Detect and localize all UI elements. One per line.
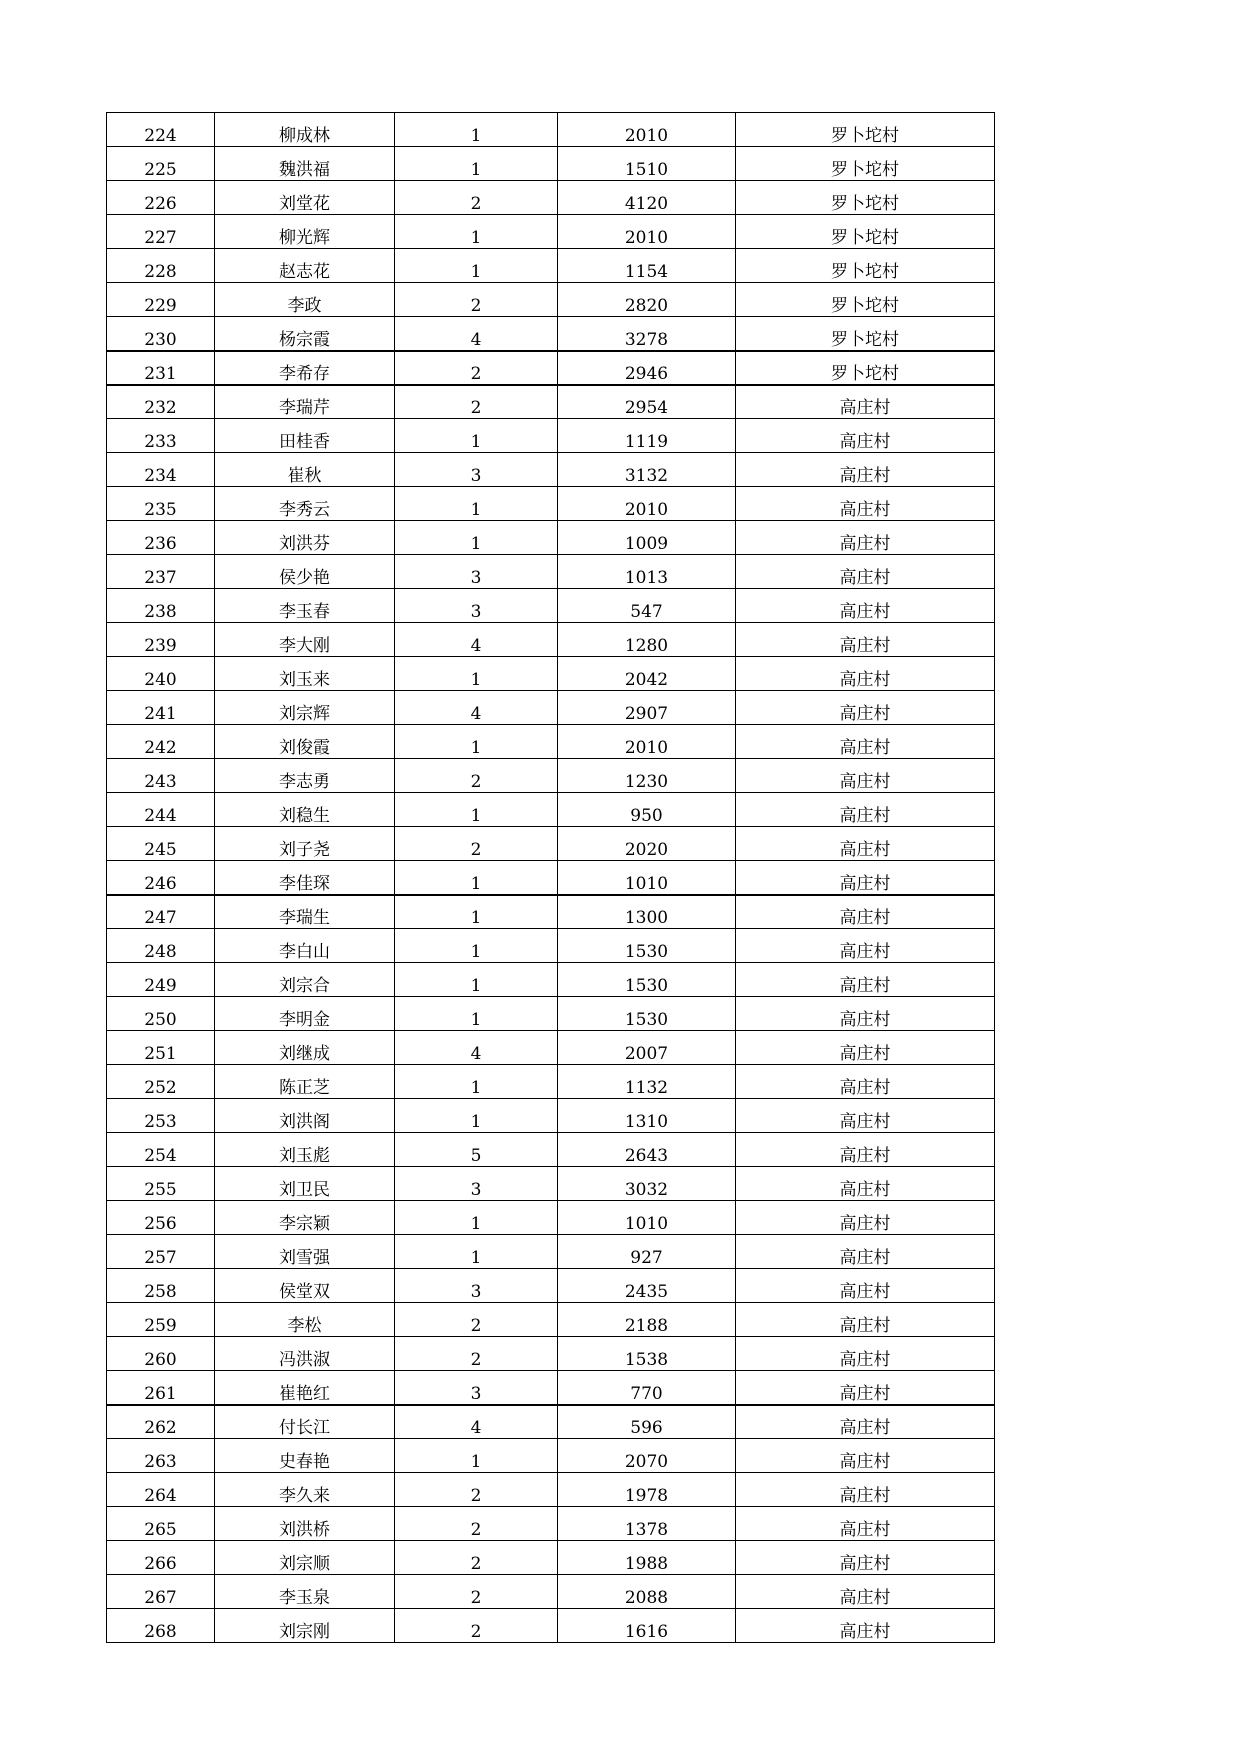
row-number-cell: 226 <box>107 181 215 215</box>
name-cell: 柳光辉 <box>215 215 395 249</box>
amount-cell: 770 <box>558 1371 736 1405</box>
name-cell: 崔秋 <box>215 453 395 487</box>
name-cell: 刘玉来 <box>215 657 395 691</box>
village-cell: 高庄村 <box>736 1031 995 1065</box>
village-cell: 高庄村 <box>736 1507 995 1541</box>
table-row <box>107 623 995 657</box>
row-number-cell: 243 <box>107 759 215 793</box>
amount-cell: 927 <box>558 1235 736 1269</box>
table-row <box>107 181 995 215</box>
amount-cell: 2435 <box>558 1269 736 1303</box>
table-row <box>107 725 995 759</box>
row-number-cell: 263 <box>107 1439 215 1473</box>
village-cell: 高庄村 <box>736 1575 995 1609</box>
count-cell: 1 <box>395 963 558 997</box>
row-number-cell: 246 <box>107 861 215 895</box>
village-cell: 高庄村 <box>736 589 995 623</box>
amount-cell: 1230 <box>558 759 736 793</box>
count-cell: 1 <box>395 657 558 691</box>
row-number-cell: 259 <box>107 1303 215 1337</box>
village-cell: 高庄村 <box>736 1541 995 1575</box>
row-number-cell: 249 <box>107 963 215 997</box>
row-number-cell: 227 <box>107 215 215 249</box>
table-row <box>107 1235 995 1269</box>
row-number-cell: 229 <box>107 283 215 317</box>
amount-cell: 1530 <box>558 963 736 997</box>
name-cell: 刘玉彪 <box>215 1133 395 1167</box>
count-cell: 2 <box>395 827 558 861</box>
name-cell: 刘稳生 <box>215 793 395 827</box>
amount-cell: 547 <box>558 589 736 623</box>
count-cell: 1 <box>395 113 558 147</box>
amount-cell: 1310 <box>558 1099 736 1133</box>
name-cell: 付长江 <box>215 1405 395 1439</box>
table-row <box>107 1133 995 1167</box>
table-row <box>107 657 995 691</box>
amount-cell: 1988 <box>558 1541 736 1575</box>
name-cell: 李希存 <box>215 351 395 385</box>
name-cell: 侯堂双 <box>215 1269 395 1303</box>
table-row <box>107 1575 995 1609</box>
table-row <box>107 1473 995 1507</box>
name-cell: 刘洪芬 <box>215 521 395 555</box>
table-row <box>107 1609 995 1643</box>
row-number-cell: 252 <box>107 1065 215 1099</box>
row-number-cell: 228 <box>107 249 215 283</box>
village-cell: 罗卜坨村 <box>736 351 995 385</box>
row-number-cell: 238 <box>107 589 215 623</box>
name-cell: 刘雪强 <box>215 1235 395 1269</box>
row-number-cell: 250 <box>107 997 215 1031</box>
count-cell: 1 <box>395 487 558 521</box>
table-row <box>107 1031 995 1065</box>
row-number-cell: 224 <box>107 113 215 147</box>
name-cell: 李玉泉 <box>215 1575 395 1609</box>
count-cell: 1 <box>395 1065 558 1099</box>
name-cell: 刘继成 <box>215 1031 395 1065</box>
count-cell: 1 <box>395 895 558 929</box>
table-body <box>107 113 995 1643</box>
count-cell: 1 <box>395 419 558 453</box>
village-cell: 高庄村 <box>736 657 995 691</box>
row-number-cell: 237 <box>107 555 215 589</box>
name-cell: 杨宗霞 <box>215 317 395 351</box>
count-cell: 1 <box>395 725 558 759</box>
amount-cell: 2070 <box>558 1439 736 1473</box>
name-cell: 田桂香 <box>215 419 395 453</box>
village-cell: 高庄村 <box>736 521 995 555</box>
amount-cell: 2643 <box>558 1133 736 1167</box>
count-cell: 1 <box>395 1099 558 1133</box>
amount-cell: 4120 <box>558 181 736 215</box>
village-cell: 高庄村 <box>736 1439 995 1473</box>
amount-cell: 1010 <box>558 1201 736 1235</box>
count-cell: 2 <box>395 1609 558 1643</box>
row-number-cell: 233 <box>107 419 215 453</box>
table-row <box>107 317 995 351</box>
amount-cell: 950 <box>558 793 736 827</box>
amount-cell: 2010 <box>558 725 736 759</box>
village-cell: 罗卜坨村 <box>736 215 995 249</box>
table-row <box>107 691 995 725</box>
row-number-cell: 236 <box>107 521 215 555</box>
row-number-cell: 245 <box>107 827 215 861</box>
name-cell: 史春艳 <box>215 1439 395 1473</box>
name-cell: 李瑞芹 <box>215 385 395 419</box>
village-cell: 高庄村 <box>736 453 995 487</box>
amount-cell: 1538 <box>558 1337 736 1371</box>
count-cell: 2 <box>395 1541 558 1575</box>
count-cell: 4 <box>395 1405 558 1439</box>
row-number-cell: 240 <box>107 657 215 691</box>
table-row <box>107 1201 995 1235</box>
table-row <box>107 759 995 793</box>
row-number-cell: 260 <box>107 1337 215 1371</box>
amount-cell: 2820 <box>558 283 736 317</box>
count-cell: 3 <box>395 1269 558 1303</box>
count-cell: 3 <box>395 1167 558 1201</box>
amount-cell: 2946 <box>558 351 736 385</box>
row-number-cell: 251 <box>107 1031 215 1065</box>
name-cell: 李瑞生 <box>215 895 395 929</box>
village-cell: 高庄村 <box>736 1371 995 1405</box>
row-number-cell: 257 <box>107 1235 215 1269</box>
row-number-cell: 266 <box>107 1541 215 1575</box>
amount-cell: 3278 <box>558 317 736 351</box>
name-cell: 刘宗辉 <box>215 691 395 725</box>
amount-cell: 2010 <box>558 215 736 249</box>
village-cell: 高庄村 <box>736 555 995 589</box>
amount-cell: 2088 <box>558 1575 736 1609</box>
amount-cell: 3132 <box>558 453 736 487</box>
row-number-cell: 234 <box>107 453 215 487</box>
amount-cell: 3032 <box>558 1167 736 1201</box>
amount-cell: 1154 <box>558 249 736 283</box>
name-cell: 魏洪福 <box>215 147 395 181</box>
count-cell: 1 <box>395 1201 558 1235</box>
amount-cell: 2042 <box>558 657 736 691</box>
village-cell: 高庄村 <box>736 1269 995 1303</box>
village-cell: 高庄村 <box>736 1609 995 1643</box>
village-cell: 罗卜坨村 <box>736 317 995 351</box>
village-cell: 高庄村 <box>736 827 995 861</box>
name-cell: 刘宗顺 <box>215 1541 395 1575</box>
table-row <box>107 215 995 249</box>
amount-cell: 2907 <box>558 691 736 725</box>
table-row <box>107 997 995 1031</box>
count-cell: 1 <box>395 249 558 283</box>
name-cell: 陈正芝 <box>215 1065 395 1099</box>
count-cell: 2 <box>395 1575 558 1609</box>
name-cell: 崔艳红 <box>215 1371 395 1405</box>
name-cell: 刘卫民 <box>215 1167 395 1201</box>
amount-cell: 2954 <box>558 385 736 419</box>
village-cell: 高庄村 <box>736 793 995 827</box>
name-cell: 李久来 <box>215 1473 395 1507</box>
table-row <box>107 249 995 283</box>
amount-cell: 2007 <box>558 1031 736 1065</box>
row-number-cell: 231 <box>107 351 215 385</box>
count-cell: 2 <box>395 385 558 419</box>
table-row <box>107 351 995 385</box>
table-row <box>107 1269 995 1303</box>
village-cell: 高庄村 <box>736 1405 995 1439</box>
table-row <box>107 1371 995 1405</box>
name-cell: 赵志花 <box>215 249 395 283</box>
village-cell: 高庄村 <box>736 691 995 725</box>
village-cell: 高庄村 <box>736 997 995 1031</box>
village-cell: 高庄村 <box>736 895 995 929</box>
village-cell: 高庄村 <box>736 725 995 759</box>
count-cell: 3 <box>395 453 558 487</box>
table-row <box>107 1405 995 1439</box>
row-number-cell: 230 <box>107 317 215 351</box>
village-cell: 高庄村 <box>736 1099 995 1133</box>
name-cell: 李大刚 <box>215 623 395 657</box>
name-cell: 冯洪淑 <box>215 1337 395 1371</box>
table-row <box>107 929 995 963</box>
name-cell: 刘宗合 <box>215 963 395 997</box>
count-cell: 1 <box>395 1439 558 1473</box>
village-cell: 罗卜坨村 <box>736 113 995 147</box>
village-cell: 高庄村 <box>736 1167 995 1201</box>
count-cell: 1 <box>395 521 558 555</box>
row-number-cell: 248 <box>107 929 215 963</box>
table-row <box>107 1337 995 1371</box>
count-cell: 1 <box>395 793 558 827</box>
count-cell: 4 <box>395 623 558 657</box>
row-number-cell: 239 <box>107 623 215 657</box>
row-number-cell: 241 <box>107 691 215 725</box>
table-row <box>107 1507 995 1541</box>
village-cell: 高庄村 <box>736 623 995 657</box>
amount-cell: 1530 <box>558 929 736 963</box>
amount-cell: 2010 <box>558 113 736 147</box>
amount-cell: 1300 <box>558 895 736 929</box>
name-cell: 李宗颖 <box>215 1201 395 1235</box>
count-cell: 3 <box>395 555 558 589</box>
village-cell: 高庄村 <box>736 1065 995 1099</box>
amount-cell: 2020 <box>558 827 736 861</box>
table-row <box>107 1099 995 1133</box>
name-cell: 李政 <box>215 283 395 317</box>
name-cell: 李佳琛 <box>215 861 395 895</box>
village-cell: 罗卜坨村 <box>736 181 995 215</box>
amount-cell: 1378 <box>558 1507 736 1541</box>
table-row <box>107 521 995 555</box>
count-cell: 1 <box>395 1235 558 1269</box>
row-number-cell: 265 <box>107 1507 215 1541</box>
amount-cell: 1119 <box>558 419 736 453</box>
row-number-cell: 256 <box>107 1201 215 1235</box>
amount-cell: 1010 <box>558 861 736 895</box>
village-cell: 罗卜坨村 <box>736 147 995 181</box>
count-cell: 2 <box>395 1337 558 1371</box>
name-cell: 李白山 <box>215 929 395 963</box>
village-cell: 高庄村 <box>736 929 995 963</box>
row-number-cell: 235 <box>107 487 215 521</box>
village-cell: 高庄村 <box>736 1133 995 1167</box>
name-cell: 刘堂花 <box>215 181 395 215</box>
table-row <box>107 895 995 929</box>
amount-cell: 1009 <box>558 521 736 555</box>
count-cell: 1 <box>395 147 558 181</box>
count-cell: 2 <box>395 181 558 215</box>
name-cell: 李志勇 <box>215 759 395 793</box>
name-cell: 李秀云 <box>215 487 395 521</box>
row-number-cell: 247 <box>107 895 215 929</box>
table-row <box>107 487 995 521</box>
table-row <box>107 1541 995 1575</box>
amount-cell: 1013 <box>558 555 736 589</box>
village-cell: 高庄村 <box>736 861 995 895</box>
amount-cell: 1280 <box>558 623 736 657</box>
row-number-cell: 262 <box>107 1405 215 1439</box>
count-cell: 3 <box>395 589 558 623</box>
table-row <box>107 1303 995 1337</box>
count-cell: 5 <box>395 1133 558 1167</box>
row-number-cell: 261 <box>107 1371 215 1405</box>
amount-cell: 1530 <box>558 997 736 1031</box>
village-cell: 高庄村 <box>736 1303 995 1337</box>
amount-cell: 2188 <box>558 1303 736 1337</box>
table-row <box>107 419 995 453</box>
count-cell: 2 <box>395 351 558 385</box>
data-table <box>106 112 995 1643</box>
table-row <box>107 861 995 895</box>
row-number-cell: 225 <box>107 147 215 181</box>
name-cell: 刘子尧 <box>215 827 395 861</box>
row-number-cell: 267 <box>107 1575 215 1609</box>
row-number-cell: 254 <box>107 1133 215 1167</box>
village-cell: 高庄村 <box>736 1337 995 1371</box>
count-cell: 1 <box>395 861 558 895</box>
village-cell: 高庄村 <box>736 759 995 793</box>
village-cell: 罗卜坨村 <box>736 283 995 317</box>
row-number-cell: 244 <box>107 793 215 827</box>
count-cell: 1 <box>395 929 558 963</box>
row-number-cell: 253 <box>107 1099 215 1133</box>
count-cell: 2 <box>395 1473 558 1507</box>
name-cell: 刘洪阁 <box>215 1099 395 1133</box>
table-row <box>107 1439 995 1473</box>
table-row <box>107 1065 995 1099</box>
count-cell: 4 <box>395 1031 558 1065</box>
row-number-cell: 258 <box>107 1269 215 1303</box>
table-row <box>107 385 995 419</box>
village-cell: 高庄村 <box>736 963 995 997</box>
count-cell: 1 <box>395 997 558 1031</box>
count-cell: 2 <box>395 1507 558 1541</box>
village-cell: 高庄村 <box>736 1201 995 1235</box>
name-cell: 刘俊霞 <box>215 725 395 759</box>
row-number-cell: 232 <box>107 385 215 419</box>
amount-cell: 1510 <box>558 147 736 181</box>
table-row <box>107 793 995 827</box>
table-row <box>107 827 995 861</box>
village-cell: 高庄村 <box>736 1235 995 1269</box>
amount-cell: 1132 <box>558 1065 736 1099</box>
table-row <box>107 453 995 487</box>
row-number-cell: 264 <box>107 1473 215 1507</box>
table-row <box>107 963 995 997</box>
village-cell: 高庄村 <box>736 419 995 453</box>
name-cell: 柳成林 <box>215 113 395 147</box>
name-cell: 刘洪桥 <box>215 1507 395 1541</box>
table-row <box>107 589 995 623</box>
table-row <box>107 147 995 181</box>
village-cell: 罗卜坨村 <box>736 249 995 283</box>
table-row <box>107 283 995 317</box>
row-number-cell: 268 <box>107 1609 215 1643</box>
table-row <box>107 555 995 589</box>
name-cell: 李松 <box>215 1303 395 1337</box>
count-cell: 4 <box>395 691 558 725</box>
count-cell: 2 <box>395 283 558 317</box>
amount-cell: 1978 <box>558 1473 736 1507</box>
amount-cell: 2010 <box>558 487 736 521</box>
table-row <box>107 113 995 147</box>
name-cell: 李明金 <box>215 997 395 1031</box>
name-cell: 侯少艳 <box>215 555 395 589</box>
village-cell: 高庄村 <box>736 487 995 521</box>
table-row <box>107 1167 995 1201</box>
count-cell: 2 <box>395 1303 558 1337</box>
name-cell: 刘宗刚 <box>215 1609 395 1643</box>
name-cell: 李玉春 <box>215 589 395 623</box>
amount-cell: 1616 <box>558 1609 736 1643</box>
row-number-cell: 242 <box>107 725 215 759</box>
row-number-cell: 255 <box>107 1167 215 1201</box>
village-cell: 高庄村 <box>736 1473 995 1507</box>
document-sheet <box>106 112 994 1643</box>
count-cell: 1 <box>395 215 558 249</box>
village-cell: 高庄村 <box>736 385 995 419</box>
amount-cell: 596 <box>558 1405 736 1439</box>
count-cell: 3 <box>395 1371 558 1405</box>
count-cell: 2 <box>395 759 558 793</box>
count-cell: 4 <box>395 317 558 351</box>
